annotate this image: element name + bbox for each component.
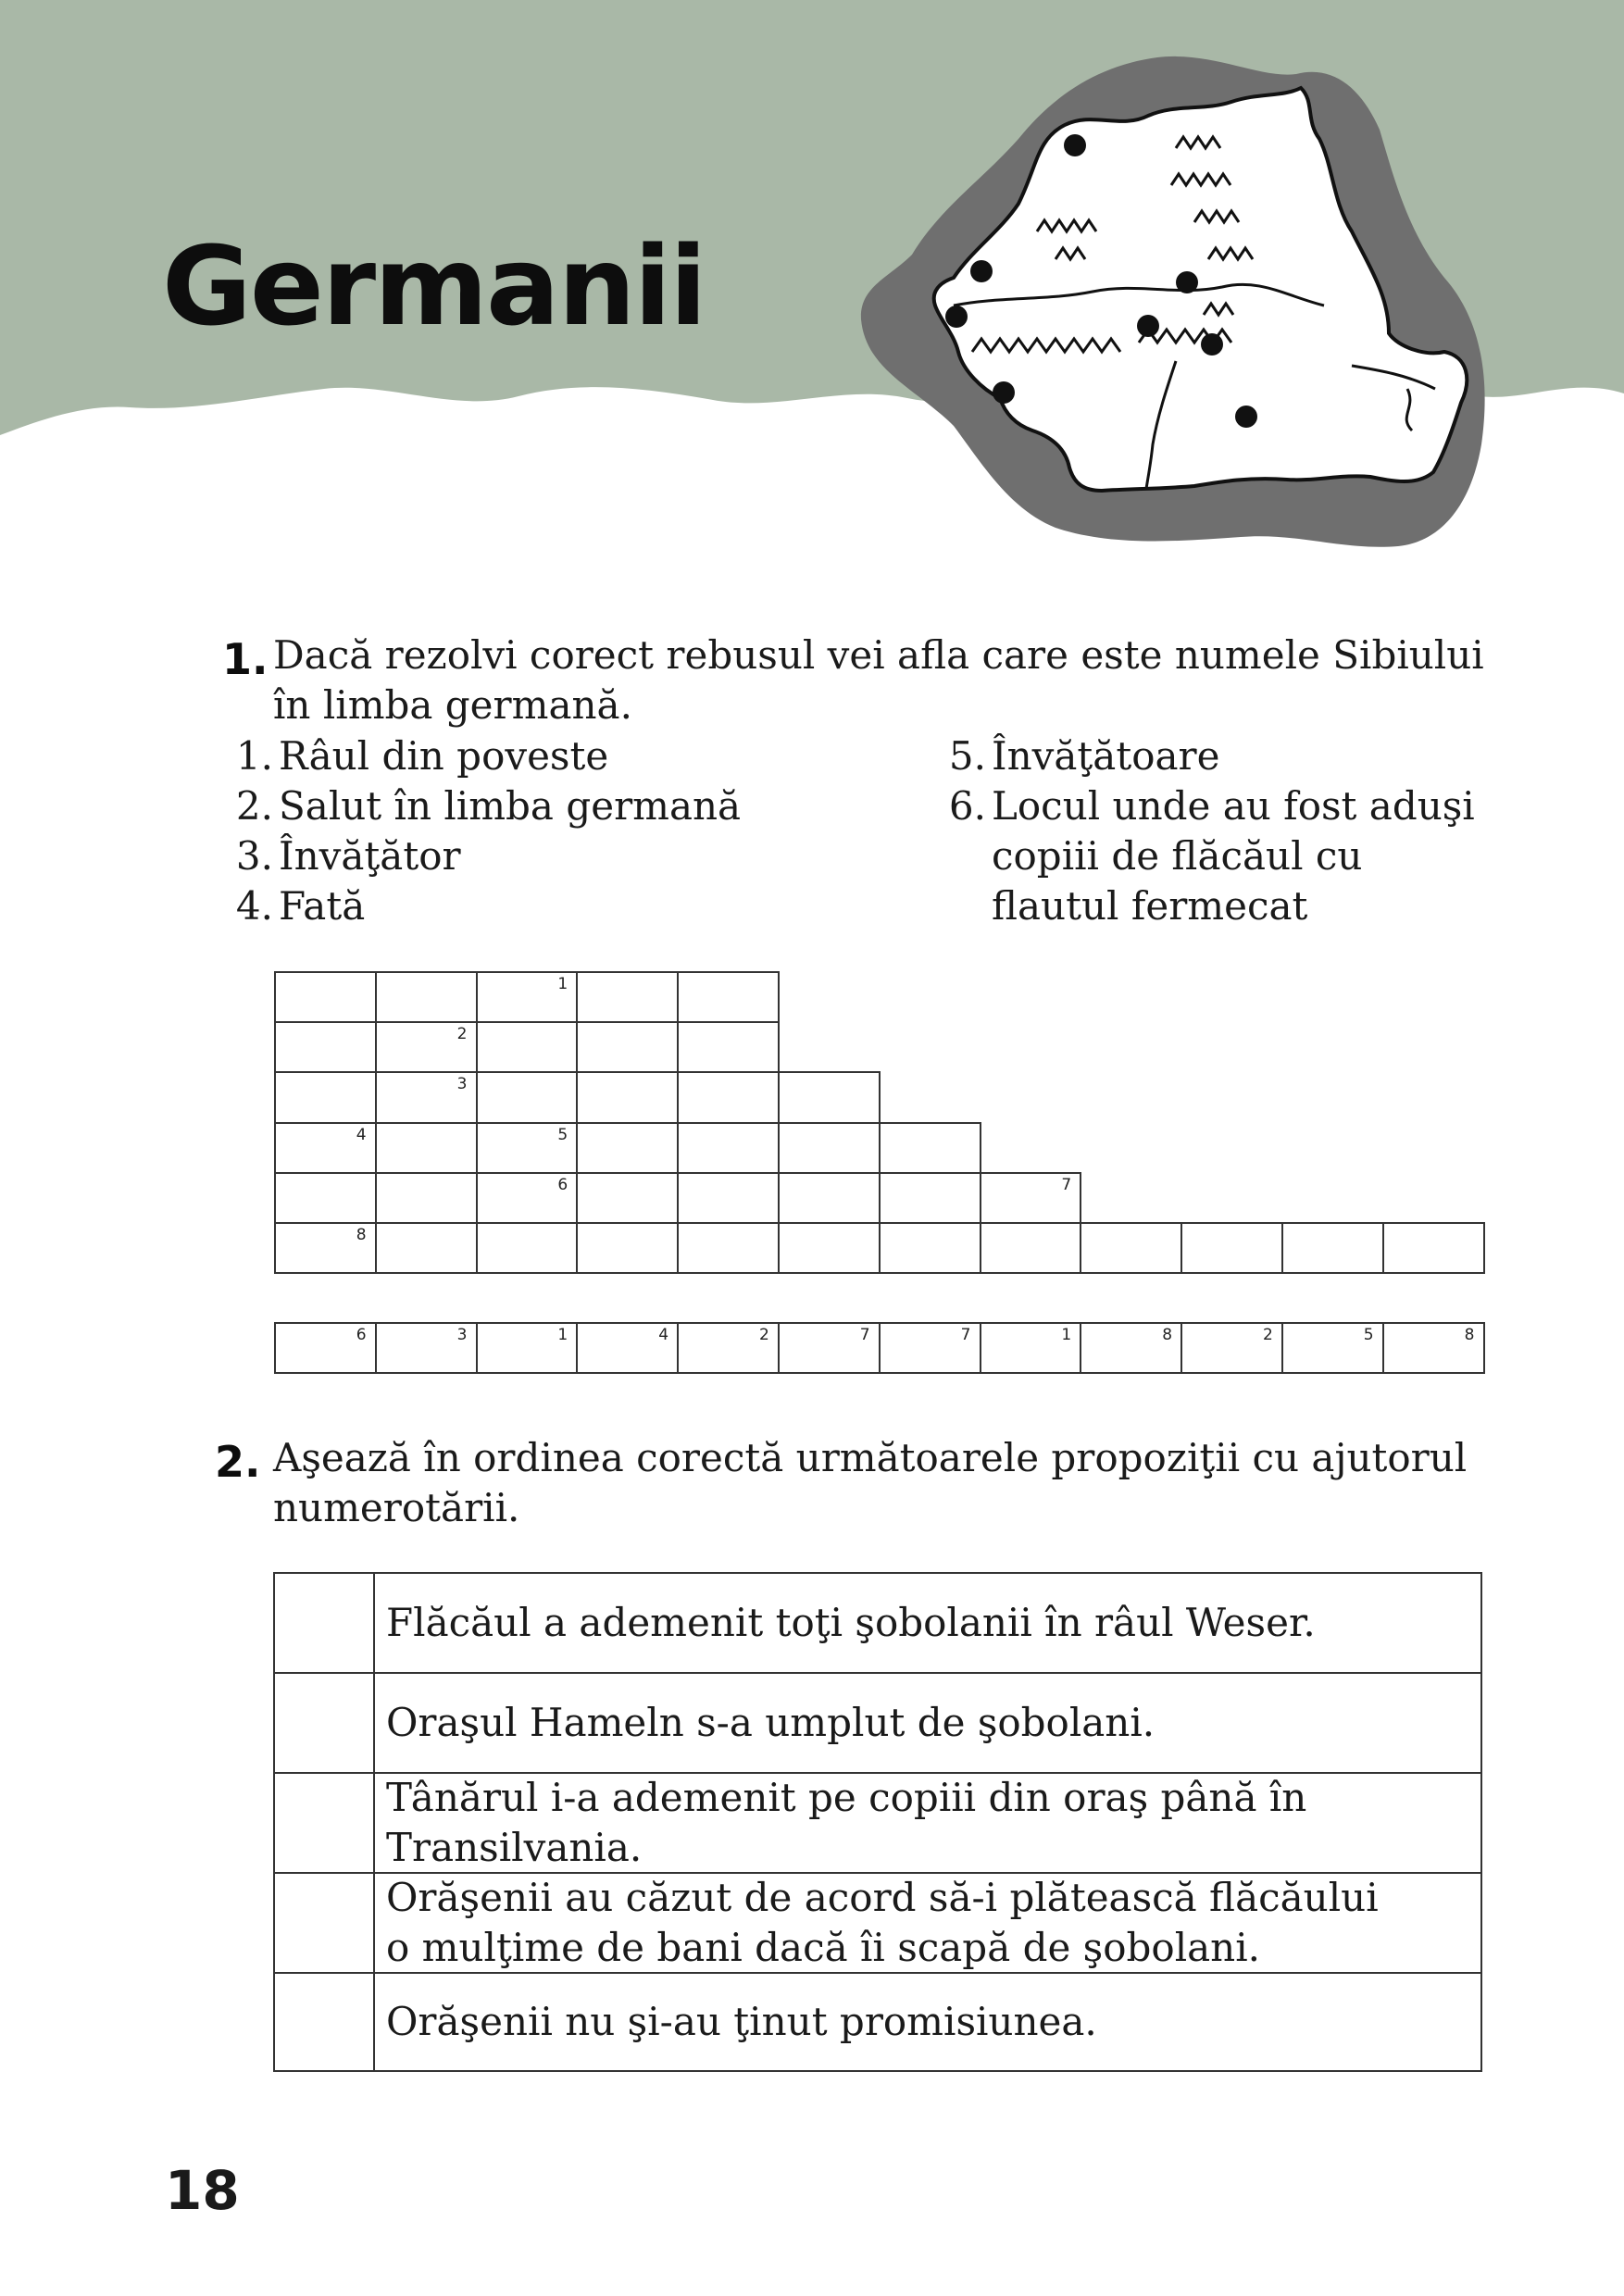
crossword-cell[interactable] — [778, 1071, 881, 1123]
solution-letter-index: 3 — [456, 1326, 468, 1344]
ordering-sentence: Orăşenii nu şi-au ţinut promisiunea. — [386, 1999, 1097, 2044]
city-dot — [993, 381, 1015, 404]
exercise-2-instruction-line-2: numerotării. — [273, 1485, 520, 1530]
page-title: Germanii — [162, 222, 706, 350]
solution-letter-index: 7 — [859, 1326, 870, 1344]
order-number-box[interactable] — [275, 1674, 375, 1772]
clue-text: Fată — [279, 883, 366, 929]
ordering-row — [273, 1572, 1482, 1672]
crossword-cell[interactable] — [576, 1122, 679, 1174]
crossword-cell[interactable] — [476, 1222, 579, 1274]
crossword-cell[interactable] — [778, 1122, 881, 1174]
clue-item — [940, 781, 1475, 831]
clue-item — [227, 831, 461, 881]
order-number-box[interactable] — [275, 1874, 375, 1972]
crossword-clue-number: 7 — [1061, 1175, 1072, 1194]
clue-item — [940, 831, 1362, 881]
crossword-cell[interactable] — [1080, 1222, 1182, 1274]
exercise-2-number: 2. — [215, 1437, 261, 1487]
clue-item — [940, 881, 1307, 931]
crossword-cell[interactable] — [375, 971, 478, 1023]
crossword-cell[interactable] — [274, 1071, 377, 1123]
ordering-row — [273, 1672, 1482, 1772]
ordering-sentence: Orăşenii au căzut de acord să-i plătească flăcăului o mulţime de bani dacă îi scapă de şobolani. — [386, 1875, 1379, 1970]
clue-number: 4. — [235, 883, 273, 929]
crossword-cell[interactable] — [576, 971, 679, 1023]
crossword-cell[interactable] — [980, 1222, 1082, 1274]
ordering-sentence: Tânărul i-a ademenit pe copiii din oraş până în Transilvania. — [386, 1775, 1307, 1870]
clue-item — [227, 781, 741, 831]
crossword-clue-number: 2 — [456, 1025, 468, 1044]
ordering-row — [273, 1772, 1482, 1872]
crossword-clue-number: 3 — [456, 1075, 468, 1094]
city-dot — [970, 260, 993, 282]
clue-item — [227, 731, 608, 781]
crossword-cell[interactable] — [274, 1021, 377, 1073]
exercise-1-instruction-line-1: Dacă rezolvi corect rebusul vei afla care este numele Sibiului — [273, 632, 1484, 678]
crossword-cell[interactable] — [375, 1122, 478, 1174]
clue-number: 2. — [235, 783, 273, 829]
crossword-cell[interactable] — [778, 1172, 881, 1224]
crossword-cell[interactable] — [476, 1021, 579, 1073]
clue-text: Locul unde au fost aduşi — [992, 783, 1475, 829]
order-number-box[interactable] — [275, 1974, 375, 2070]
exercise-1-instruction-line-2: în limba germană. — [273, 682, 632, 728]
crossword-cell[interactable] — [576, 1222, 679, 1274]
crossword-clue-number: 5 — [557, 1125, 568, 1144]
crossword-cell[interactable] — [274, 971, 377, 1023]
solution-letter-index: 8 — [1162, 1326, 1173, 1344]
crossword-cell[interactable] — [1181, 1222, 1283, 1274]
clue-text: Salut în limba germană — [279, 783, 742, 829]
crossword-clue-number: 4 — [356, 1125, 367, 1144]
clue-text: flautul fermecat — [992, 883, 1308, 929]
solution-letter-index: 2 — [759, 1326, 769, 1344]
crossword-clue-number: 6 — [557, 1175, 568, 1194]
ordering-row — [273, 1872, 1482, 1972]
clue-item — [940, 731, 1219, 781]
city-dot — [1235, 406, 1257, 428]
crossword-cell[interactable] — [677, 1071, 780, 1123]
crossword-cell[interactable] — [375, 1172, 478, 1224]
crossword-cell[interactable] — [677, 1021, 780, 1073]
solution-letter-index: 1 — [1061, 1326, 1072, 1344]
crossword-clue-number: 8 — [356, 1226, 367, 1244]
solution-letter-index: 4 — [658, 1326, 669, 1344]
crossword-cell[interactable] — [476, 1071, 579, 1123]
city-dot — [945, 306, 968, 328]
solution-letter-index: 6 — [356, 1326, 367, 1344]
crossword-cell[interactable] — [879, 1172, 981, 1224]
crossword-cell[interactable] — [879, 1222, 981, 1274]
ordering-sentence: Oraşul Hameln s-a umplut de şobolani. — [386, 1700, 1156, 1745]
clue-number: 5. — [948, 733, 986, 779]
solution-letter-index: 1 — [557, 1326, 568, 1344]
crossword-cell[interactable] — [677, 1222, 780, 1274]
page-number: 18 — [165, 2159, 240, 2222]
crossword-cell[interactable] — [576, 1071, 679, 1123]
crossword-cell[interactable] — [576, 1021, 679, 1073]
crossword-cell[interactable] — [576, 1172, 679, 1224]
ordering-sentence: Flăcăul a ademenit toţi şobolanii în râul Weser. — [386, 1600, 1316, 1645]
solution-letter-index: 2 — [1263, 1326, 1273, 1344]
crossword-cell[interactable] — [677, 1172, 780, 1224]
clue-text: Învăţătoare — [992, 733, 1220, 779]
solution-letter-index: 7 — [960, 1326, 971, 1344]
crossword-cell[interactable] — [274, 1172, 377, 1224]
order-number-box[interactable] — [275, 1774, 375, 1872]
city-dot — [1137, 315, 1159, 337]
crossword-clue-number: 1 — [557, 975, 568, 993]
crossword-cell[interactable] — [375, 1222, 478, 1274]
clue-number: 6. — [948, 783, 986, 829]
crossword-cell[interactable] — [778, 1222, 881, 1274]
ordering-row — [273, 1972, 1482, 2072]
crossword-cell[interactable] — [677, 971, 780, 1023]
order-number-box[interactable] — [275, 1574, 375, 1672]
clue-text: copiii de flăcăul cu — [992, 833, 1363, 879]
city-dot — [1201, 333, 1223, 356]
clue-number: 3. — [235, 833, 273, 879]
clue-text: Râul din poveste — [279, 733, 609, 779]
clue-number: 1. — [235, 733, 273, 779]
crossword-cell[interactable] — [879, 1122, 981, 1174]
solution-letter-index: 8 — [1464, 1326, 1475, 1344]
clue-text: Învăţător — [279, 833, 461, 879]
city-dot — [1064, 134, 1086, 156]
city-dot — [1176, 271, 1198, 293]
crossword-cell[interactable] — [677, 1122, 780, 1174]
crossword-cell[interactable] — [1382, 1222, 1485, 1274]
exercise-1-number: 1. — [222, 634, 269, 684]
clue-item — [227, 881, 365, 931]
crossword-cell[interactable] — [1281, 1222, 1384, 1274]
solution-letter-index: 5 — [1363, 1326, 1374, 1344]
exercise-2-instruction-line-1: Aşează în ordinea corectă următoarele propoziţii cu ajutorul — [273, 1435, 1468, 1480]
